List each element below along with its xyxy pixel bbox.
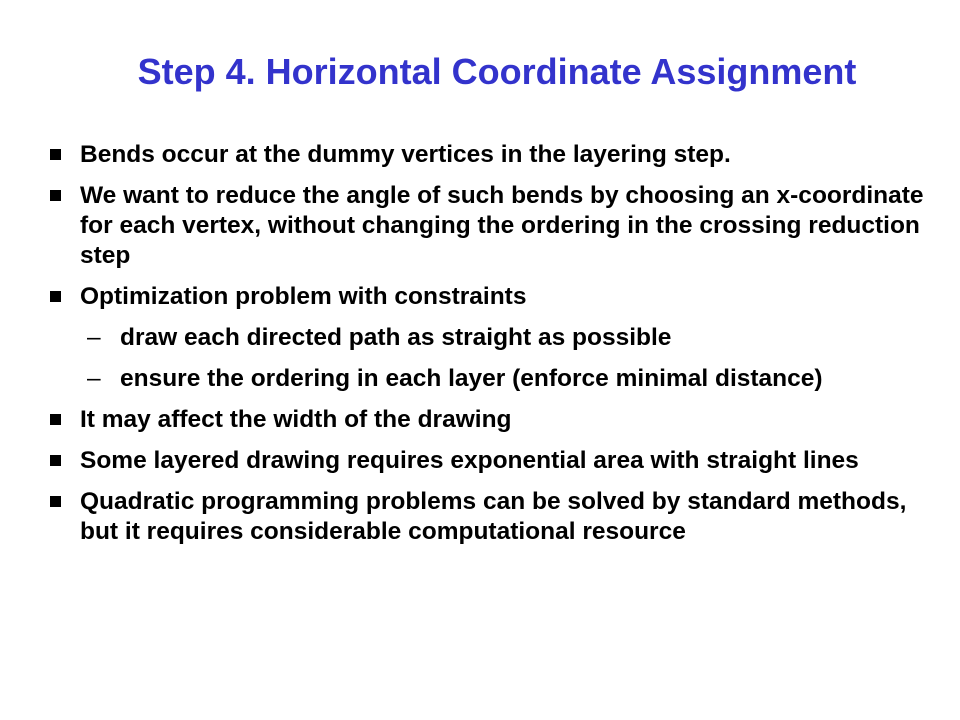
square-bullet-icon — [50, 414, 61, 425]
bullet-text: Quadratic programming problems can be solved by standard methods, but it requires considerable computational resource — [80, 488, 907, 545]
bullet-text: Optimization problem with constraints — [80, 283, 527, 310]
square-bullet-icon — [50, 496, 61, 507]
bullet-item — [50, 282, 940, 312]
bullet-list — [50, 140, 940, 558]
sub-bullet-text: draw each directed path as straight as possible — [120, 324, 672, 351]
bullet-item — [50, 487, 940, 547]
square-bullet-icon — [50, 291, 61, 302]
sub-bullet-item — [50, 364, 940, 394]
slide-title: Step 4. Horizontal Coordinate Assignment — [137, 51, 857, 92]
square-bullet-icon — [50, 455, 61, 466]
bullet-item — [50, 446, 940, 476]
bullet-text: Bends occur at the dummy vertices in the layering step. — [80, 141, 731, 168]
sub-bullet-item — [50, 323, 940, 353]
bullet-item — [50, 181, 940, 271]
sub-bullet-text: ensure the ordering in each layer (enforce minimal distance) — [120, 365, 823, 392]
bullet-item — [50, 140, 940, 170]
bullet-text: It may affect the width of the drawing — [80, 406, 512, 433]
bullet-text: Some layered drawing requires exponential area with straight lines — [80, 447, 859, 474]
bullet-text: We want to reduce the angle of such bends by choosing an x-coordinate for each vertex, without changing the ordering in the crossing reduction step — [80, 182, 924, 269]
bullet-item — [50, 405, 940, 435]
square-bullet-icon — [50, 149, 61, 160]
square-bullet-icon — [50, 190, 61, 201]
dash-marker: – — [87, 324, 101, 351]
dash-marker: – — [87, 365, 101, 392]
